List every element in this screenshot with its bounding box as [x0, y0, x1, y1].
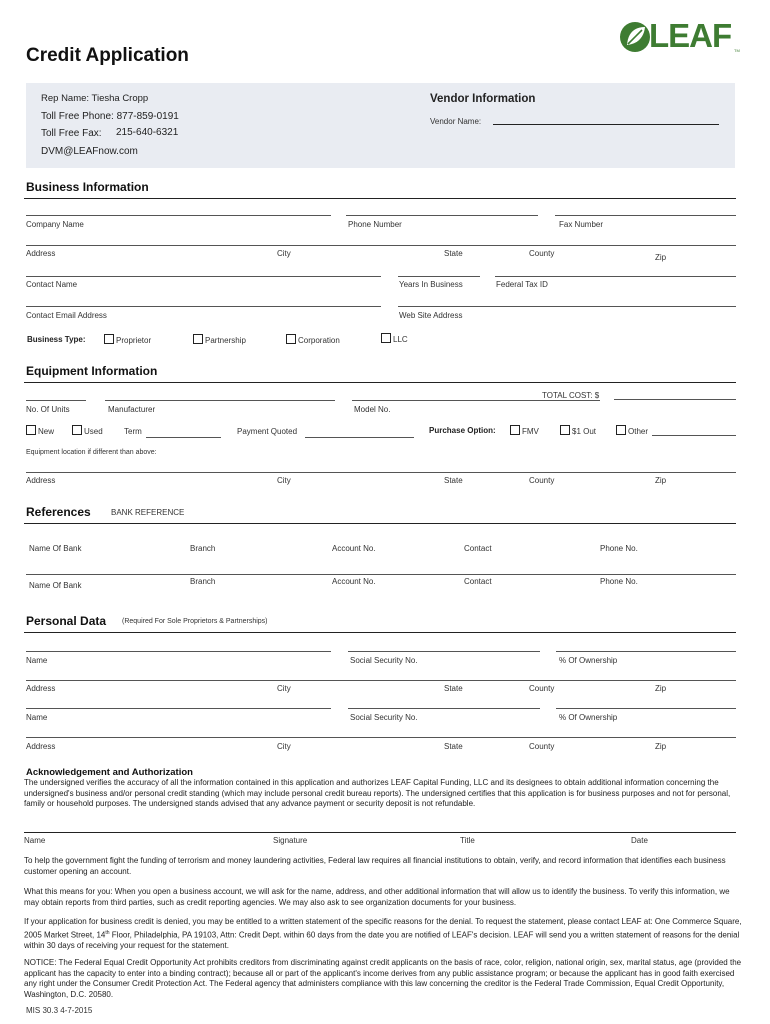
corporation-label: Corporation	[298, 336, 340, 345]
vendor-info-title: Vendor Information	[430, 93, 536, 105]
new-label: New	[38, 427, 55, 436]
person2-name-label: Name	[26, 713, 48, 722]
company-name-field[interactable]	[26, 215, 331, 216]
rep-email: DVM@LEAFnow.com	[41, 146, 138, 157]
total-cost-field[interactable]	[614, 399, 736, 400]
bank-reference-field[interactable]	[26, 574, 736, 575]
checkbox-icon[interactable]	[381, 333, 391, 343]
person2-name-field[interactable]	[26, 708, 331, 709]
notice-patriot-act: To help the government fight the funding of terrorism and money laundering activities, Federal law requires all financial institutions to obtain, verify, and record information that identifies each business customer opening an account.	[24, 856, 726, 876]
signature-title-label: Title	[460, 836, 475, 845]
phone-number-field[interactable]	[346, 215, 538, 216]
person2-address-label: Address	[26, 742, 56, 751]
personal-data-subtitle: (Required For Sole Proprietors & Partnerships)	[122, 618, 268, 625]
payment-quoted-field[interactable]	[305, 437, 414, 438]
bank-reference-subtitle: BANK REFERENCE	[111, 508, 185, 517]
equipment-zip-label: Zip	[655, 476, 667, 485]
payment-quoted-label: Payment Quoted	[237, 427, 298, 436]
person2-ownership-label: % Of Ownership	[559, 713, 618, 722]
signature-date-label: Date	[631, 836, 648, 845]
equipment-county-label: County	[529, 476, 555, 485]
contact-email-field[interactable]	[26, 306, 381, 307]
section-divider	[24, 198, 736, 199]
equipment-location-note: Equipment location if different than above:	[26, 449, 157, 456]
purchase-option-1-out[interactable]	[560, 425, 596, 436]
notice-what-this-means: What this means for you: When you open a business account, we will ask for the name, address, and other additional information that will allow us to identify the business. To verify this information, we may obtain reports from third parties, such as credit reporting agencies. We may also ask to see organization documents for your business.	[24, 887, 730, 907]
condition-new[interactable]	[26, 425, 54, 436]
contact-email-label: Contact Email Address	[26, 311, 107, 320]
partnership-label: Partnership	[205, 336, 246, 345]
llc-label: LLC	[393, 335, 408, 344]
section-divider	[24, 382, 736, 383]
contact-name-field[interactable]	[26, 276, 381, 277]
web-site-label: Web Site Address	[399, 311, 463, 320]
business-type-corporation[interactable]	[286, 334, 340, 345]
term-field[interactable]	[146, 437, 221, 438]
company-name-label: Company Name	[26, 220, 84, 229]
checkbox-icon[interactable]	[616, 425, 626, 435]
purchase-option-fmv[interactable]	[510, 425, 539, 436]
person1-zip-label: Zip	[655, 684, 667, 693]
person1-name-label: Name	[26, 656, 48, 665]
business-type-partnership[interactable]	[193, 334, 246, 345]
contact-name-label: Contact Name	[26, 280, 78, 289]
no-of-units-field[interactable]	[26, 400, 86, 401]
checkbox-icon[interactable]	[560, 425, 570, 435]
page-title: Credit Application	[26, 45, 189, 66]
used-label: Used	[84, 427, 103, 436]
term-label: Term	[124, 427, 142, 436]
model-no-label: Model No.	[354, 405, 391, 414]
vendor-name-label: Vendor Name:	[430, 117, 482, 126]
person1-address-field[interactable]	[26, 680, 736, 681]
person2-ssn-field[interactable]	[348, 708, 540, 709]
total-cost-label: TOTAL COST: $	[542, 391, 600, 400]
signature-field[interactable]	[24, 832, 736, 833]
acknowledgement-text: The undersigned verifies the accuracy of all the information contained in this application and authorizes LEAF Capital Funding, LLC and its designees to obtain additional information concerning the undersigned's business and/or personal credit standing (which may include personal credit bureau reports). The undersigned certifies that this application is for business purposes and not for personal, family or household purposes. The undersigned stands advised that any advance payment or security deposit is not refundable.	[24, 778, 731, 808]
toll-free-fax-value: 215-640-6321	[116, 127, 179, 138]
proprietor-label: Proprietor	[116, 336, 152, 345]
business-type-llc[interactable]	[381, 333, 408, 344]
bank2-name-label: Name Of Bank	[29, 581, 82, 590]
equipment-address-label: Address	[26, 476, 56, 485]
condition-used[interactable]	[72, 425, 103, 436]
person1-name-field[interactable]	[26, 651, 331, 652]
person1-county-label: County	[529, 684, 555, 693]
personal-data-title: Personal Data	[26, 614, 107, 628]
person1-address-label: Address	[26, 684, 56, 693]
equipment-info-title: Equipment Information	[26, 364, 158, 378]
logo-trademark: TM	[734, 48, 740, 53]
business-zip-label: Zip	[655, 253, 667, 262]
notice-denial-part1: If your application for business credit is denied, you may be entitled to a written statement of the specific reasons for the denial. To request the statement, please contact LEAF at: One Commerce Square, 2005 Market Street, 14	[24, 917, 742, 940]
form-id: MIS 30.3 4-7-2015	[26, 1006, 93, 1015]
federal-tax-id-field[interactable]	[495, 276, 736, 277]
section-divider	[24, 523, 736, 524]
acknowledgement-title: Acknowledgement and Authorization	[26, 767, 193, 778]
business-address-field[interactable]	[26, 245, 736, 246]
person2-state-label: State	[444, 742, 463, 751]
checkbox-icon[interactable]	[72, 425, 82, 435]
business-county-label: County	[529, 249, 555, 258]
bank1-phone-label: Phone No.	[600, 544, 638, 553]
toll-free-phone: Toll Free Phone: 877-859-0191	[41, 111, 179, 122]
references-title: References	[26, 505, 91, 519]
person2-ownership-field[interactable]	[556, 708, 736, 709]
business-type-proprietor[interactable]	[104, 334, 151, 345]
bank1-contact-label: Contact	[464, 544, 492, 553]
purchase-option-label: Purchase Option:	[429, 426, 496, 435]
leaf-logo	[618, 18, 742, 58]
no-of-units-label: No. Of Units	[26, 405, 70, 414]
bank1-account-label: Account No.	[332, 544, 376, 553]
person1-city-label: City	[277, 684, 291, 693]
checkbox-icon[interactable]	[26, 425, 36, 435]
vendor-name-field[interactable]	[493, 124, 719, 125]
business-state-label: State	[444, 249, 463, 258]
equipment-address-field[interactable]	[26, 472, 736, 473]
bank2-contact-label: Contact	[464, 577, 492, 586]
manufacturer-field[interactable]	[105, 400, 335, 401]
other-label: Other	[628, 427, 649, 436]
notice-denial	[24, 917, 742, 951]
years-in-business-label: Years In Business	[399, 280, 463, 289]
person2-address-field[interactable]	[26, 737, 736, 738]
person1-state-label: State	[444, 684, 463, 693]
logo-text: LEAF	[649, 17, 732, 54]
checkbox-icon[interactable]	[104, 334, 114, 344]
manufacturer-label: Manufacturer	[108, 405, 156, 414]
bank1-name-label: Name Of Bank	[29, 544, 82, 553]
section-divider	[24, 632, 736, 633]
person2-county-label: County	[529, 742, 555, 751]
person2-city-label: City	[277, 742, 291, 751]
bank2-phone-label: Phone No.	[600, 577, 638, 586]
person1-ssn-label: Social Security No.	[350, 656, 418, 665]
fax-number-field[interactable]	[555, 215, 736, 216]
notice-denial-sup: th	[105, 929, 110, 936]
web-site-field[interactable]	[398, 306, 736, 307]
purchase-option-other[interactable]	[616, 425, 648, 436]
signature-label: Signature	[273, 836, 308, 845]
business-type-label: Business Type:	[27, 335, 86, 344]
person1-ownership-field[interactable]	[556, 651, 736, 652]
person1-ownership-label: % Of Ownership	[559, 656, 618, 665]
notice-denial-part2: Floor, Philadelphia, PA 19103, Attn: Credit Dept. within 60 days from the date you are notified of LEAF's decision. LEAF will send you a written statement of reasons for the denial within 30 days of receiving your request for the statement.	[24, 930, 740, 950]
fax-number-label: Fax Number	[559, 220, 604, 229]
checkbox-icon[interactable]	[193, 334, 203, 344]
federal-tax-id-label: Federal Tax ID	[496, 280, 548, 289]
person1-ssn-field[interactable]	[348, 651, 540, 652]
rep-name: Rep Name: Tiesha Cropp	[41, 93, 149, 104]
bank1-branch-label: Branch	[190, 544, 216, 553]
notice-ecoa: NOTICE: The Federal Equal Credit Opportunity Act prohibits creditors from discriminating against credit applicants on the basis of race, color, religion, national origin, sex, marital status, age (provided the applicant has the capacity to enter into a binding contract); because all or part of the applicant's income derives from any public assistance program; or because the applicant has in good faith exercised any right under the Consumer Credit Protection Act. The Federal agency that administers compliance with this law concerning the creditor is the Federal Trade Commission, Equal Credit Opportunity, Washington, D.C. 20580.	[24, 958, 742, 999]
other-option-field[interactable]	[652, 435, 736, 436]
bank2-account-label: Account No.	[332, 577, 376, 586]
person2-ssn-label: Social Security No.	[350, 713, 418, 722]
business-address-label: Address	[26, 249, 56, 258]
business-info-title: Business Information	[26, 180, 149, 194]
checkbox-icon[interactable]	[510, 425, 520, 435]
fmv-label: FMV	[522, 427, 539, 436]
equipment-state-label: State	[444, 476, 463, 485]
toll-free-fax-label: Toll Free Fax:	[41, 128, 102, 139]
equipment-city-label: City	[277, 476, 291, 485]
person2-zip-label: Zip	[655, 742, 667, 751]
bank2-branch-label: Branch	[190, 577, 216, 586]
business-city-label: City	[277, 249, 291, 258]
checkbox-icon[interactable]	[286, 334, 296, 344]
years-in-business-field[interactable]	[398, 276, 480, 277]
one-dollar-out-label: $1 Out	[572, 427, 597, 436]
signature-name-label: Name	[24, 836, 46, 845]
model-no-field[interactable]	[352, 400, 600, 401]
phone-number-label: Phone Number	[348, 220, 402, 229]
